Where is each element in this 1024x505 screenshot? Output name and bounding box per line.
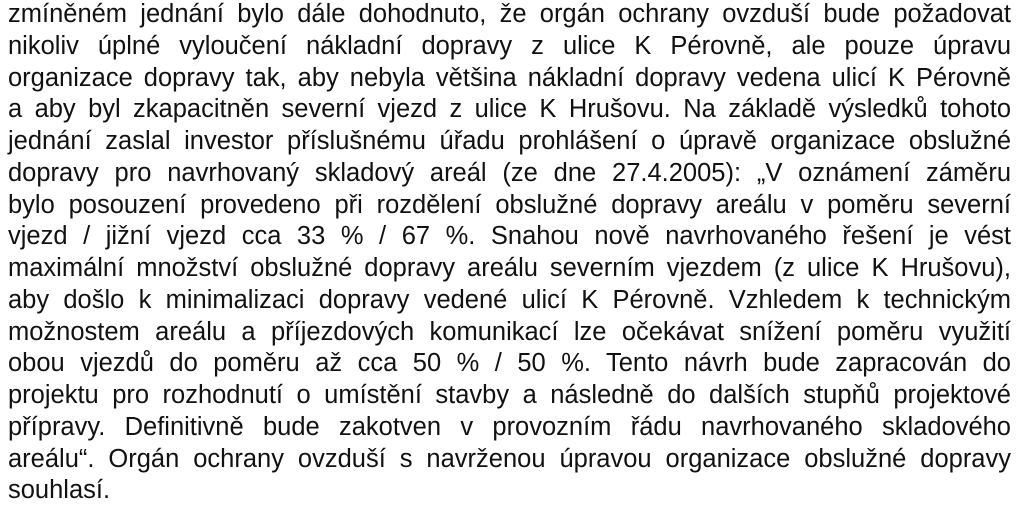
text-line-1: zmíněném jednání bylo dále dohodnuto, že orgán ochrany ovzduší bude požadovat — [8, 0, 1011, 28]
text-line-11: možnostem areálu a příjezdových komunikací lze očekávat snížení poměru využití — [8, 317, 1011, 346]
text-line-2: nikoliv úplné vyloučení nákladní dopravy z ulice K Pérovně, ale pouze úpravu — [8, 31, 1011, 60]
text-line-13: projektu pro rozhodnutí o umístění stavby a následně do dalších stupňů projektové — [8, 381, 1011, 409]
text-line-7: bylo posouzení provedeno při rozdělení obslužné dopravy areálu v poměru severní — [8, 190, 1011, 219]
text-line-12: obou vjezdů do poměru až cca 50 % / 50 %. Tento návrh bude zapracován do — [8, 349, 1011, 378]
text-line-8: vjezd / jižní vjezd cca 33 % / 67 %. Snahou nově navrhovaného řešení je vést — [8, 222, 1011, 251]
text-line-16: souhlasí. — [8, 476, 111, 505]
text-line-15: areálu“. Orgán ochrany ovzduší s navrženou úpravou organizace obslužné dopravy — [8, 444, 1011, 473]
document-page — [8, 0, 1011, 505]
text-line-3: organizace dopravy tak, aby nebyla většina nákladní dopravy vedena ulicí K Pérovně — [8, 63, 1011, 92]
text-line-10: aby došlo k minimalizaci dopravy vedené ulicí K Pérovně. Vzhledem k technickým — [8, 285, 1011, 314]
text-line-5: jednání zaslal investor příslušnému úřadu prohlášení o úpravě organizace obslužné — [8, 127, 1011, 155]
text-line-9: maximální množství obslužné dopravy areálu severním vjezdem (z ulice K Hrušovu), — [8, 254, 1011, 282]
text-line-4: a aby byl zkapacitněn severní vjezd z ulice K Hrušovu. Na základě výsledků tohoto — [8, 95, 1011, 124]
text-line-6: dopravy pro navrhovaný skladový areál (ze dne 27.4.2005): „V oznámení záměru — [8, 158, 1011, 187]
text-line-14: přípravy. Definitivně bude zakotven v provozním řádu navrhovaného skladového — [8, 412, 1011, 441]
